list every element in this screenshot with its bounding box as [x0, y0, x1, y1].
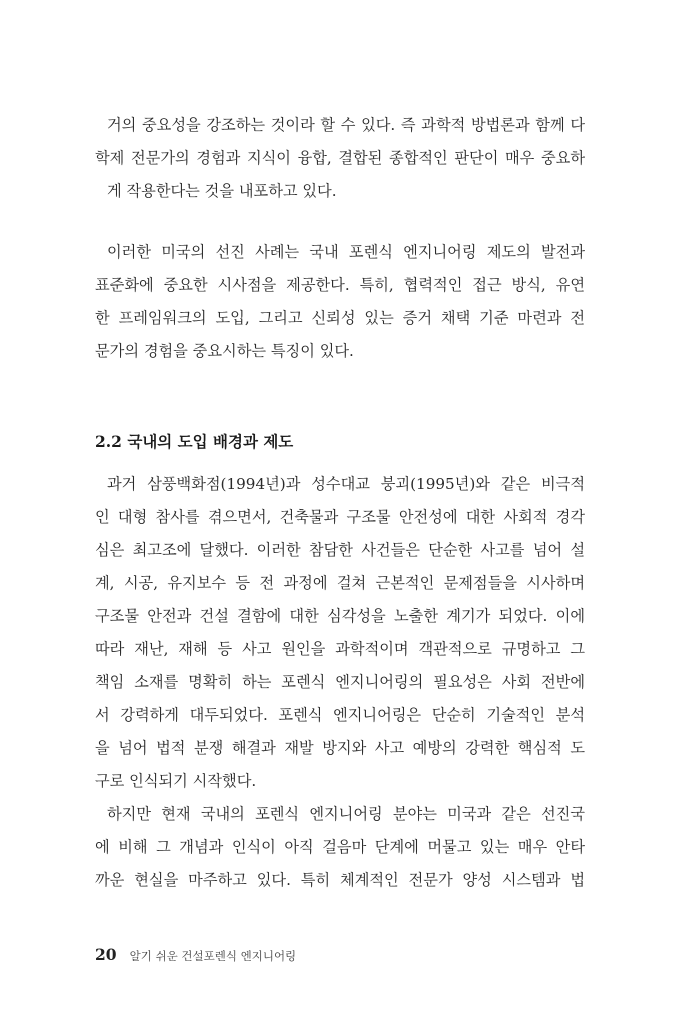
paragraph-1	[95, 109, 585, 208]
running-title: 알기 쉬운 건설포렌식 엔지니어링	[129, 949, 297, 963]
text-line: 한 프레임워크의 도입, 그리고 신뢰성 있는 증거 채택 기준 마련과 전	[95, 309, 585, 327]
text-line: 이러한 미국의 선진 사례는 국내 포렌식 엔지니어링 제도의 발전과	[107, 243, 585, 261]
text-line: 하지만 현재 국내의 포렌식 엔지니어링 분야는 미국과 같은 선진국	[107, 805, 585, 823]
text-line: 문가의 경험을 중요시하는 특징이 있다.	[95, 342, 354, 360]
text-line: 심은 최고조에 달했다. 이러한 참담한 사건들은 단순한 사고를 넘어 설	[95, 541, 585, 559]
text-line: 표준화에 중요한 시사점을 제공한다. 특히, 협력적인 접근 방식, 유연	[95, 276, 585, 294]
text-line: 거의 중요성을 강조하는 것이라 할 수 있다. 즉 과학적 방법론과 함께 다	[107, 116, 585, 134]
section-heading: 2.2 국내의 도입 배경과 제도	[95, 432, 294, 451]
text-line: 과거 삼풍백화점(1994년)과 성수대교 붕괴(1995년)와 같은 비극적	[107, 475, 585, 493]
text-line: 게 작용한다는 것을 내포하고 있다.	[107, 182, 337, 200]
text-line: 구로 인식되기 시작했다.	[95, 772, 257, 790]
text-line: 따라 재난, 재해 등 사고 원인을 과학적이며 객관적으로 규명하고 그	[95, 640, 585, 658]
text-line: 서 강력하게 대두되었다. 포렌식 엔지니어링은 단순히 기술적인 분석	[95, 706, 585, 724]
text-line: 학제 전문가의 경험과 지식이 융합, 결합된 종합적인 판단이 매우 중요하	[95, 149, 585, 167]
page-footer	[95, 943, 296, 968]
paragraph-3	[95, 468, 585, 897]
text-line: 인 대형 참사를 겪으면서, 건축물과 구조물 안전성에 대한 사회적 경각	[95, 508, 585, 526]
text-line: 까운 현실을 마주하고 있다. 특히 체계적인 전문가 양성 시스템과 법	[95, 871, 585, 889]
text-line: 을 넘어 법적 분쟁 해결과 재발 방지와 사고 예방의 강력한 핵심적 도	[95, 739, 585, 757]
text-line: 계, 시공, 유지보수 등 전 과정에 걸쳐 근본적인 문제점들을 시사하며	[95, 574, 585, 592]
paragraph-2	[95, 236, 585, 368]
text-line: 책임 소재를 명확히 하는 포렌식 엔지니어링의 필요성은 사회 전반에	[95, 673, 585, 691]
page-number: 20	[95, 945, 117, 964]
text-line: 구조물 안전과 건설 결함에 대한 심각성을 노출한 계기가 되었다. 이에	[95, 607, 585, 625]
text-line: 에 비해 그 개념과 인식이 아직 걸음마 단계에 머물고 있는 매우 안타	[95, 838, 585, 856]
